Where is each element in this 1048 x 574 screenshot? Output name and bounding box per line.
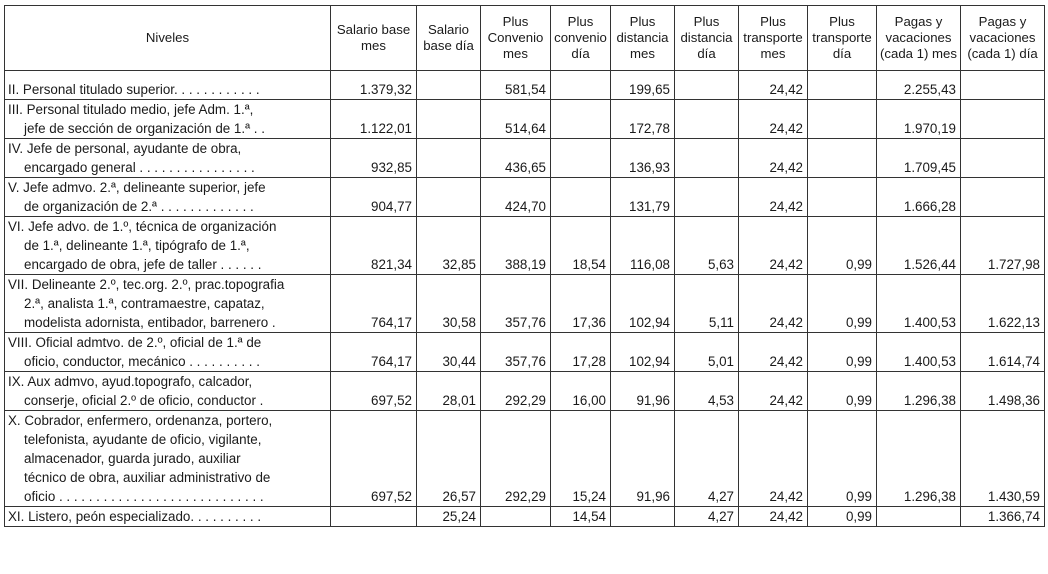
header-plus-transporte-dia: Plus transporte día	[808, 6, 877, 71]
plus-distancia-dia-cell	[675, 178, 739, 217]
header-plus-convenio-mes: Plus Convenio mes	[481, 6, 551, 71]
nivel-cell	[5, 275, 331, 333]
salario-base-dia-cell: 25,24	[417, 507, 481, 527]
nivel-text-line: de organización de 2.ª . . . . . . . . . . . . .	[24, 199, 254, 214]
table-row	[5, 71, 1045, 100]
header-plus-transporte-mes: Plus transporte mes	[739, 6, 808, 71]
nivel-text-line: IX. Aux admvo, ayud.topografo, calcador,	[8, 374, 253, 389]
salario-base-mes-cell: 697,52	[331, 372, 417, 411]
header-niveles: Niveles	[5, 6, 331, 71]
plus-convenio-mes-cell: 292,29	[481, 411, 551, 507]
header-plus-distancia-dia: Plus distancia día	[675, 6, 739, 71]
plus-convenio-dia-cell	[551, 178, 611, 217]
nivel-text-line: modelista adornista, entibador, barrenero .	[24, 315, 276, 330]
nivel-text-line: IV. Jefe de personal, ayudante de obra,	[8, 141, 242, 156]
table-row	[5, 139, 1045, 178]
plus-transporte-mes-cell: 24,42	[739, 507, 808, 527]
table-row	[5, 411, 1045, 507]
plus-transporte-dia-cell: 0,99	[808, 507, 877, 527]
pagas-vacaciones-dia-cell: 1.727,98	[961, 217, 1045, 275]
plus-distancia-dia-cell: 4,27	[675, 507, 739, 527]
nivel-text-line: encargado de obra, jefe de taller . . . . . .	[24, 257, 262, 272]
plus-convenio-dia-cell: 15,24	[551, 411, 611, 507]
plus-distancia-dia-cell: 5,01	[675, 333, 739, 372]
plus-distancia-mes-cell: 136,93	[611, 139, 675, 178]
salario-base-mes-cell: 1.122,01	[331, 100, 417, 139]
pagas-vacaciones-mes-cell: 1.400,53	[877, 333, 961, 372]
plus-distancia-mes-cell: 199,65	[611, 71, 675, 100]
salario-base-mes-cell: 764,17	[331, 333, 417, 372]
pagas-vacaciones-mes-cell: 1.296,38	[877, 372, 961, 411]
plus-convenio-dia-cell: 14,54	[551, 507, 611, 527]
table-body	[5, 71, 1045, 527]
plus-distancia-mes-cell: 102,94	[611, 333, 675, 372]
plus-transporte-mes-cell: 24,42	[739, 411, 808, 507]
salario-base-mes-cell: 932,85	[331, 139, 417, 178]
plus-convenio-dia-cell	[551, 100, 611, 139]
salario-base-mes-cell: 1.379,32	[331, 71, 417, 100]
plus-convenio-dia-cell: 17,36	[551, 275, 611, 333]
plus-transporte-mes-cell: 24,42	[739, 100, 808, 139]
plus-transporte-mes-cell: 24,42	[739, 217, 808, 275]
pagas-vacaciones-mes-cell	[877, 507, 961, 527]
table-row	[5, 217, 1045, 275]
nivel-cell	[5, 507, 331, 527]
plus-convenio-mes-cell: 388,19	[481, 217, 551, 275]
salario-base-dia-cell	[417, 100, 481, 139]
plus-transporte-mes-cell: 24,42	[739, 333, 808, 372]
plus-transporte-mes-cell: 24,42	[739, 372, 808, 411]
plus-convenio-mes-cell	[481, 507, 551, 527]
salario-base-dia-cell	[417, 71, 481, 100]
pagas-vacaciones-mes-cell: 1.526,44	[877, 217, 961, 275]
pagas-vacaciones-mes-cell: 1.970,19	[877, 100, 961, 139]
pagas-vacaciones-mes-cell: 2.255,43	[877, 71, 961, 100]
plus-convenio-dia-cell: 17,28	[551, 333, 611, 372]
nivel-cell	[5, 333, 331, 372]
salario-base-mes-cell: 904,77	[331, 178, 417, 217]
nivel-text-line: jefe de sección de organización de 1.ª . .	[24, 121, 265, 136]
pagas-vacaciones-mes-cell: 1.400,53	[877, 275, 961, 333]
table-row	[5, 372, 1045, 411]
salario-base-dia-cell: 30,58	[417, 275, 481, 333]
plus-transporte-dia-cell: 0,99	[808, 411, 877, 507]
pagas-vacaciones-dia-cell: 1.430,59	[961, 411, 1045, 507]
nivel-text-line: oficio, conductor, mecánico . . . . . . . . . .	[24, 354, 260, 369]
table-row	[5, 275, 1045, 333]
plus-distancia-dia-cell: 4,53	[675, 372, 739, 411]
nivel-cell	[5, 100, 331, 139]
salario-base-dia-cell: 28,01	[417, 372, 481, 411]
header-salario-base-mes: Salario base mes	[331, 6, 417, 71]
plus-distancia-dia-cell	[675, 71, 739, 100]
plus-transporte-dia-cell: 0,99	[808, 333, 877, 372]
nivel-text-line: encargado general . . . . . . . . . . . . . . . .	[24, 160, 255, 175]
plus-distancia-dia-cell	[675, 100, 739, 139]
nivel-cell	[5, 139, 331, 178]
header-pagas-vacaciones-mes: Pagas y vacaciones (cada 1) mes	[877, 6, 961, 71]
plus-convenio-mes-cell: 581,54	[481, 71, 551, 100]
header-plus-distancia-mes: Plus distancia mes	[611, 6, 675, 71]
nivel-cell	[5, 372, 331, 411]
nivel-cell	[5, 178, 331, 217]
nivel-text-line: II. Personal titulado superior. . . . . . . . . . . .	[8, 82, 260, 97]
plus-distancia-dia-cell: 4,27	[675, 411, 739, 507]
pagas-vacaciones-mes-cell: 1.666,28	[877, 178, 961, 217]
nivel-text-line: almacenador, guarda jurado, auxiliar	[24, 451, 241, 466]
salario-base-dia-cell: 32,85	[417, 217, 481, 275]
salario-base-mes-cell: 764,17	[331, 275, 417, 333]
salario-base-mes-cell: 821,34	[331, 217, 417, 275]
nivel-text-line: técnico de obra, auxiliar administrativo de	[24, 470, 271, 485]
nivel-text-line: X. Cobrador, enfermero, ordenanza, portero,	[8, 413, 273, 428]
plus-convenio-dia-cell: 16,00	[551, 372, 611, 411]
nivel-text-line: XI. Listero, peón especializado. . . . . . . . . .	[8, 509, 262, 524]
plus-distancia-mes-cell: 131,79	[611, 178, 675, 217]
salario-base-dia-cell	[417, 139, 481, 178]
plus-distancia-mes-cell: 172,78	[611, 100, 675, 139]
nivel-text-line: VII. Delineante 2.º, tec.org. 2.º, prac.topografia	[8, 277, 285, 292]
nivel-text-line: VIII. Oficial admtvo. de 2.º, oficial de 1.ª de	[8, 335, 262, 350]
plus-transporte-dia-cell: 0,99	[808, 372, 877, 411]
plus-convenio-dia-cell: 18,54	[551, 217, 611, 275]
plus-convenio-mes-cell: 436,65	[481, 139, 551, 178]
plus-transporte-mes-cell: 24,42	[739, 139, 808, 178]
nivel-text-line: III. Personal titulado medio, jefe Adm. 1.ª,	[8, 102, 254, 117]
plus-transporte-dia-cell: 0,99	[808, 217, 877, 275]
plus-distancia-mes-cell: 91,96	[611, 411, 675, 507]
plus-distancia-dia-cell	[675, 139, 739, 178]
nivel-text-line: V. Jefe admvo. 2.ª, delineante superior, jefe	[8, 180, 266, 195]
pagas-vacaciones-dia-cell	[961, 71, 1045, 100]
plus-distancia-mes-cell	[611, 507, 675, 527]
plus-convenio-mes-cell: 424,70	[481, 178, 551, 217]
pagas-vacaciones-dia-cell: 1.498,36	[961, 372, 1045, 411]
plus-convenio-mes-cell: 357,76	[481, 275, 551, 333]
pagas-vacaciones-dia-cell: 1.622,13	[961, 275, 1045, 333]
nivel-text-line: VI. Jefe advo. de 1.º, técnica de organización	[8, 219, 277, 234]
plus-transporte-dia-cell	[808, 100, 877, 139]
header-row	[5, 6, 1045, 71]
nivel-cell	[5, 71, 331, 100]
plus-transporte-mes-cell: 24,42	[739, 178, 808, 217]
nivel-text-line: conserje, oficial 2.º de oficio, conductor .	[24, 393, 264, 408]
pagas-vacaciones-dia-cell: 1.366,74	[961, 507, 1045, 527]
salario-base-dia-cell: 26,57	[417, 411, 481, 507]
nivel-text-line: telefonista, ayudante de oficio, vigilante,	[24, 432, 262, 447]
pagas-vacaciones-dia-cell	[961, 100, 1045, 139]
plus-distancia-dia-cell: 5,63	[675, 217, 739, 275]
table-row	[5, 100, 1045, 139]
pagas-vacaciones-dia-cell	[961, 178, 1045, 217]
nivel-cell	[5, 217, 331, 275]
nivel-cell	[5, 411, 331, 507]
plus-transporte-dia-cell	[808, 139, 877, 178]
plus-convenio-mes-cell: 357,76	[481, 333, 551, 372]
plus-transporte-dia-cell	[808, 71, 877, 100]
plus-transporte-mes-cell: 24,42	[739, 275, 808, 333]
plus-distancia-mes-cell: 91,96	[611, 372, 675, 411]
nivel-text-line: oficio . . . . . . . . . . . . . . . . . . . . . . . . . . . .	[24, 489, 264, 504]
pagas-vacaciones-dia-cell	[961, 139, 1045, 178]
nivel-text-line: de 1.ª, delineante 1.ª, tipógrafo de 1.ª,	[24, 238, 250, 253]
table-row	[5, 178, 1045, 217]
plus-distancia-mes-cell: 116,08	[611, 217, 675, 275]
header-salario-base-dia: Salario base día	[417, 6, 481, 71]
pagas-vacaciones-mes-cell: 1.709,45	[877, 139, 961, 178]
header-plus-convenio-dia: Plus convenio día	[551, 6, 611, 71]
plus-transporte-dia-cell	[808, 178, 877, 217]
plus-convenio-mes-cell: 292,29	[481, 372, 551, 411]
plus-convenio-dia-cell	[551, 139, 611, 178]
nivel-text-line: 2.ª, analista 1.ª, contramaestre, capataz,	[24, 296, 265, 311]
plus-distancia-mes-cell: 102,94	[611, 275, 675, 333]
plus-convenio-mes-cell: 514,64	[481, 100, 551, 139]
salario-base-mes-cell	[331, 507, 417, 527]
salario-base-mes-cell: 697,52	[331, 411, 417, 507]
pagas-vacaciones-mes-cell: 1.296,38	[877, 411, 961, 507]
plus-transporte-mes-cell: 24,42	[739, 71, 808, 100]
header-pagas-vacaciones-dia: Pagas y vacaciones (cada 1) día	[961, 6, 1045, 71]
salario-base-dia-cell	[417, 178, 481, 217]
salary-table	[4, 5, 1045, 527]
plus-transporte-dia-cell: 0,99	[808, 275, 877, 333]
salario-base-dia-cell: 30,44	[417, 333, 481, 372]
table-row	[5, 333, 1045, 372]
plus-distancia-dia-cell: 5,11	[675, 275, 739, 333]
plus-convenio-dia-cell	[551, 71, 611, 100]
table-row	[5, 507, 1045, 527]
pagas-vacaciones-dia-cell: 1.614,74	[961, 333, 1045, 372]
